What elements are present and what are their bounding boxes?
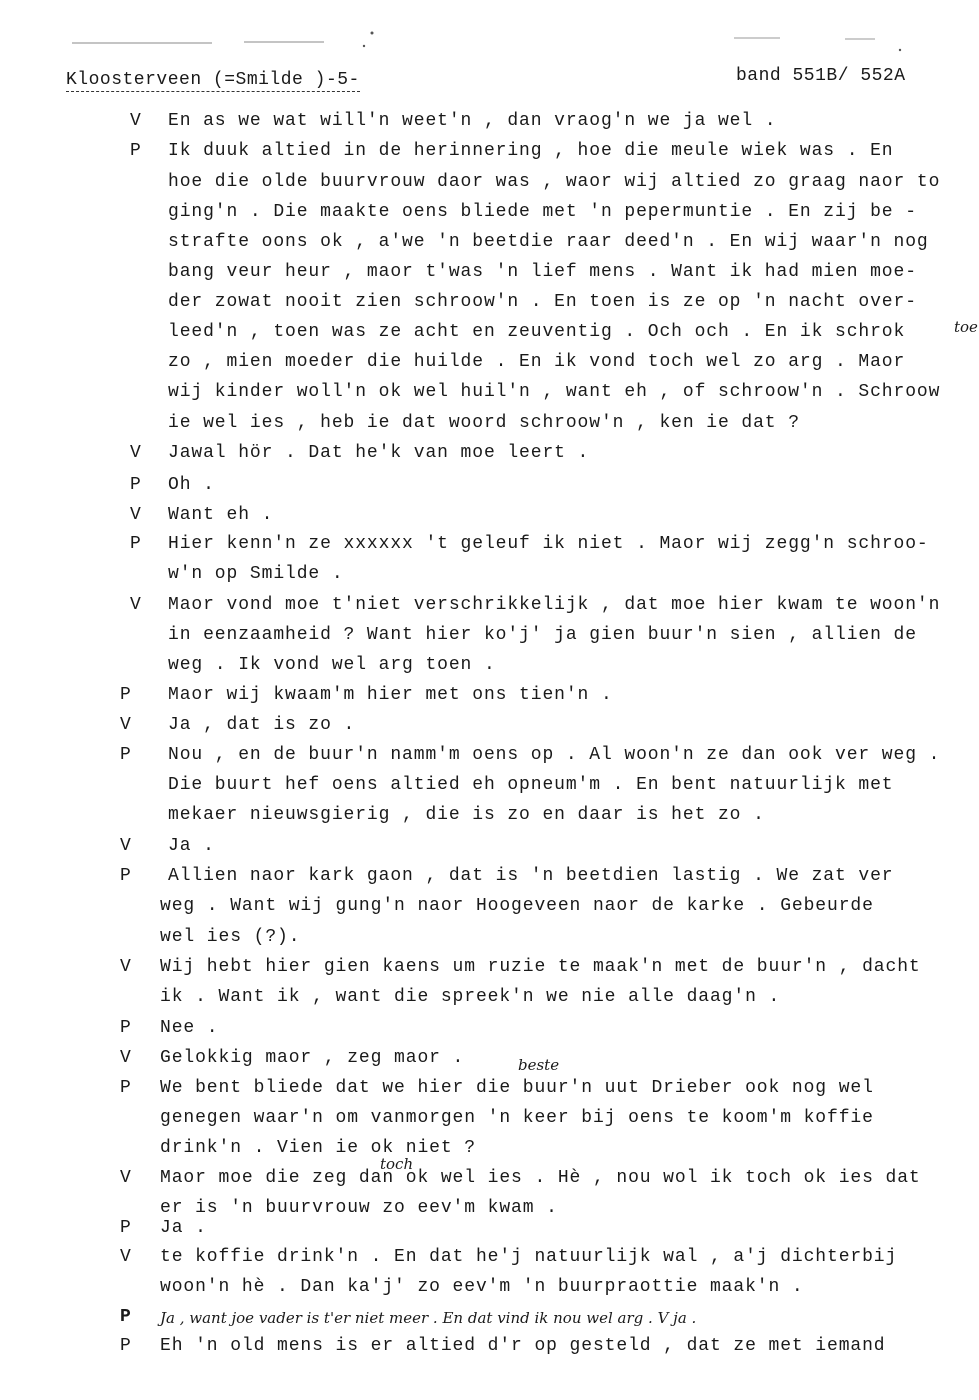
handwritten-line: Ja , want joe vader is t'er niet meer . En dat vind ik nou wel arg . V ja .: [160, 1309, 697, 1327]
speaker-label: V: [130, 505, 141, 525]
transcript-line: Nee .: [160, 1018, 219, 1038]
transcript-line: Nou , en de buur'n namm'm oens op . Al woon'n ze dan ook ver weg .: [168, 745, 941, 765]
document-title: Kloosterveen (=Smilde )-5-: [66, 70, 360, 90]
transcript-line: Maor vond moe t'niet verschrikkelijk , dat moe hier kwam te woon'n: [168, 595, 941, 615]
transcript-line: ik . Want ik , want die spreek'n we nie alle daag'n .: [160, 987, 781, 1007]
speaker-label: V: [130, 443, 141, 463]
transcript-line: Ja .: [160, 1218, 207, 1238]
handwritten-note: toe: [954, 318, 978, 336]
transcript-line: ie wel ies , heb ie dat woord schroow'n , ken ie dat ?: [168, 413, 800, 433]
speaker-label: P: [120, 1336, 131, 1356]
transcript-line: te koffie drink'n . En dat he'j natuurlijk wal , a'j dichterbij: [160, 1247, 898, 1267]
speaker-label: V: [120, 1247, 131, 1267]
speaker-label: P: [120, 1078, 131, 1098]
transcript-line: weg . Want wij gung'n naor Hoogeveen naor de karke . Gebeurde: [160, 896, 874, 916]
speaker-label: P: [120, 1307, 131, 1327]
speaker-label: V: [120, 715, 131, 735]
transcript-line: strafte oons ok , a'we 'n beetdie raar deed'n . En wij waar'n nog: [168, 232, 929, 252]
transcript-line: ging'n . Die maakte oens bliede met 'n pepermuntie . En zij be -: [168, 202, 917, 222]
transcript-line: Hier kenn'n ze xxxxxx 't geleuf ik niet . Maor wij zegg'n schroo-: [168, 534, 929, 554]
transcript-line: Ja , dat is zo .: [168, 715, 356, 735]
speaker-label: P: [130, 141, 141, 161]
transcript-line: der zowat nooit zien schroow'n . En toen is ze op 'n nacht over-: [168, 292, 917, 312]
transcript-line: genegen waar'n om vanmorgen 'n keer bij oens te koom'm koffie: [160, 1108, 874, 1128]
transcript-line: Eh 'n old mens is er altied d'r op gesteld , dat ze met iemand: [160, 1336, 886, 1356]
transcript-line: wel ies (?).: [160, 927, 301, 947]
speaker-label: V: [120, 957, 131, 977]
transcript-line: Ik duuk altied in de herinnering , hoe die meule wiek was . En: [168, 141, 894, 161]
transcript-line: Maor wij kwaam'm hier met ons tien'n .: [168, 685, 613, 705]
transcript-line: Oh .: [168, 475, 215, 495]
transcript-line: Want eh .: [168, 505, 274, 525]
speaker-label: P: [120, 685, 131, 705]
speaker-label: P: [130, 534, 141, 554]
transcript-line: En as we wat will'n weet'n , dan vraog'n we ja wel .: [168, 111, 777, 131]
speaker-label: P: [120, 866, 131, 886]
speaker-label: P: [130, 475, 141, 495]
transcript-line: Gelokkig maor , zeg maor .: [160, 1048, 465, 1068]
transcript-line: drink'n . Vien ie ok niet ?: [160, 1138, 476, 1158]
transcript-line: w'n op Smilde .: [168, 564, 344, 584]
transcript-line: Allien naor kark gaon , dat is 'n beetdien lastig . We zat ver: [168, 866, 894, 886]
transcript-line: hoe die olde buurvrouw daor was , waor wij altied zo graag naor to: [168, 172, 941, 192]
transcript-line: bang veur heur , maor t'was 'n lief mens . Want ik had mien moe-: [168, 262, 917, 282]
transcript-line: Jawal hör . Dat he'k van moe leert .: [168, 443, 590, 463]
speaker-label: V: [120, 836, 131, 856]
speaker-label: V: [120, 1048, 131, 1068]
transcript-line: Wij hebt hier gien kaens um ruzie te maak'n met de buur'n , dacht: [160, 957, 921, 977]
scan-specks: [0, 0, 979, 60]
speaker-label: P: [120, 745, 131, 765]
handwritten-note: toch: [380, 1155, 414, 1173]
speaker-label: V: [130, 595, 141, 615]
transcript-line: weg . Ik vond wel arg toen .: [168, 655, 496, 675]
transcript-line: in eenzaamheid ? Want hier ko'j' ja gien buur'n sien , allien de: [168, 625, 917, 645]
transcript-line: woon'n hè . Dan ka'j' zo eev'm 'n buurpraottie maak'n .: [160, 1277, 804, 1297]
speaker-label: V: [130, 111, 141, 131]
transcript-line: wij kinder woll'n ok wel huil'n , want eh , of schroow'n . Schroow: [168, 382, 941, 402]
transcript-line: We bent bliede dat we hier die buur'n uut Drieber ook nog wel: [160, 1078, 874, 1098]
transcript-line: leed'n , toen was ze acht en zeuventig . Och och . En ik schrok: [168, 322, 906, 342]
tape-reference: band 551B/ 552A: [736, 66, 906, 86]
speaker-label: P: [120, 1018, 131, 1038]
transcript-line: zo , mien moeder die huilde . En ik vond toch wel zo arg . Maor: [168, 352, 906, 372]
handwritten-note: beste: [518, 1056, 560, 1074]
transcript-line: Maor moe die zeg dan ok wel ies . Hè , nou wol ik toch ok ies dat: [160, 1168, 921, 1188]
transcript-line: mekaer nieuwsgierig , die is zo en daar is het zo .: [168, 805, 765, 825]
speaker-label: P: [120, 1218, 131, 1238]
speaker-label: V: [120, 1168, 131, 1188]
transcript-line: Die buurt hef oens altied eh opneum'm . En bent natuurlijk met: [168, 775, 894, 795]
transcript-line: Ja .: [168, 836, 215, 856]
transcript-line: er is 'n buurvrouw zo eev'm kwam .: [160, 1198, 558, 1218]
